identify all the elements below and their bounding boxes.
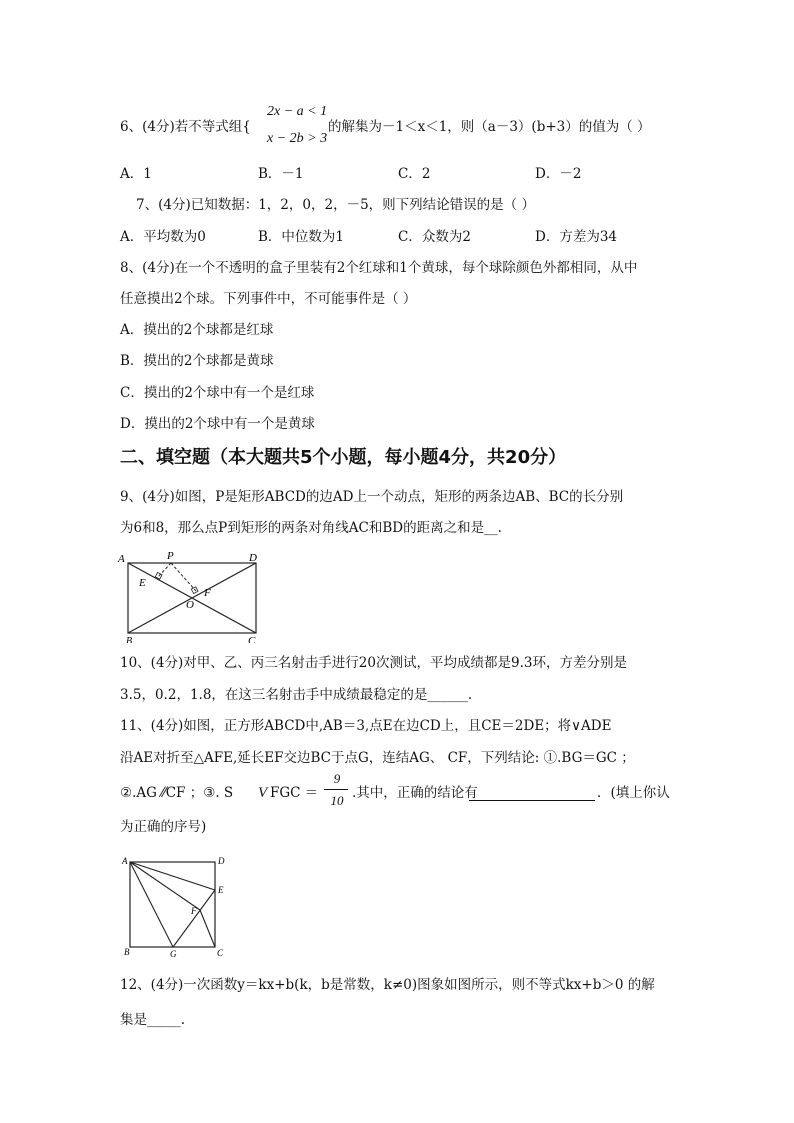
q9-label-e: E (139, 577, 146, 589)
q11-label-c: C (217, 948, 224, 958)
q8-option-a: A．摸出的2个球都是红球 (120, 322, 274, 338)
q11-stem-line3-b: FGC ＝ (270, 785, 319, 801)
q11-label-d: D (218, 856, 225, 866)
q11-label-g: G (170, 949, 177, 959)
q8-option-c: C．摸出的2个球中有一个是红球 (120, 385, 315, 401)
q6-option-b: B．－1 (258, 166, 304, 182)
q6-option-a: A．1 (120, 166, 152, 182)
q9-label-o: O (186, 599, 194, 611)
q11-label-a: A (122, 856, 128, 866)
q8-option-d: D．摸出的2个球中有一个是黄球 (120, 416, 315, 432)
q8-stem-line1: 8、(4分)在一个不透明的盒子里装有2个红球和1个黄球，每个球除颜色外都相同，从中 (120, 260, 638, 276)
q9-rectangle-figure (116, 548, 276, 643)
q11-fraction-numerator: 9 (333, 771, 341, 786)
q10-stem-line2: 3.5，0.2，1.8，在这三名射击手中成绩最稳定的是______. (120, 687, 473, 703)
q11-area-symbol: V (258, 785, 268, 801)
q11-fraction-denominator: 10 (330, 793, 344, 808)
q11-stem-line3-d: ．(填上你认 (597, 785, 670, 801)
q8-option-b: B．摸出的2个球都是黄球 (120, 353, 274, 369)
q9-label-p: P (167, 550, 174, 562)
q6-system-top: 2x − a < 1 (267, 104, 328, 119)
q7-option-b: B．中位数为1 (258, 229, 345, 245)
q9-label-c: C (248, 635, 256, 643)
q11-fraction-bar (324, 789, 348, 790)
q9-label-d: D (249, 552, 257, 564)
q11-stem-line2: 沿AE对折至△AFE,延长EF交边BC于点G，连结AG、 CF，下列结论: ①.BG＝GC ； (120, 750, 635, 766)
q9-label-f: F (204, 587, 211, 599)
q11-stem-line3-c: .其中，正确的结论有 (352, 785, 478, 801)
q7-stem: 7、(4分)已知数据：1，2，0，2，－5，则下列结论错误的是（ ） (136, 197, 535, 213)
q11-label-b: B (124, 947, 130, 957)
q6-option-c: C．2 (398, 166, 431, 182)
q11-label-e: E (218, 885, 224, 895)
q6-system-bottom: x − 2b > 3 (267, 131, 328, 146)
q11-square-figure (118, 852, 233, 962)
q6-option-d: D．－2 (535, 166, 582, 182)
q11-answer-blank (469, 786, 595, 801)
q11-stem-line3-a: ②.AG ⁄⁄CF ；③. S (120, 785, 234, 801)
q8-stem-line2: 任意摸出2个球。下列事件中，不可能事件是（ ） (120, 291, 417, 307)
section-heading-fill-in: 二、填空题（本大题共5个小题，每小题4分，共20分） (120, 447, 567, 468)
q7-option-a: A．平均数为0 (120, 229, 206, 245)
q12-stem-line2: 集是_____. (120, 1012, 186, 1028)
q9-stem-line1: 9、(4分)如图，P是矩形ABCD的边AD上一个动点，矩形的两条边AB、BC的长分别 (120, 489, 624, 505)
q10-stem-line1: 10、(4分)对甲、乙、丙三名射击手进行20次测试，平均成绩都是9.3环，方差分别是 (120, 655, 627, 671)
q7-option-c: C．众数为2 (398, 229, 471, 245)
q6-stem-tail: 的解集为－1＜x＜1，则（a－3）(b+3）的值为（ ） (328, 119, 651, 135)
q9-label-b: B (126, 636, 133, 643)
q11-label-f: F (191, 906, 197, 916)
q6-stem-head: 6、(4分)若不等式组{ (120, 119, 251, 135)
q9-label-a: A (118, 553, 125, 565)
q11-stem-line4: 为正确的序号) (120, 819, 207, 835)
q7-option-d: D．方差为34 (535, 229, 618, 245)
q12-stem-line1: 12、(4分)一次函数y＝kx+b(k，b是常数，k≠0)图象如图所示，则不等式kx+b＞0 的解 (120, 977, 655, 993)
q11-stem-line1: 11、(4分)如图，正方形ABCD中,AB＝3,点E在边CD上，且CE＝2DE；将∨ADE (120, 718, 612, 734)
q9-stem-line2: 为6和8，那么点P到矩形的两条对角线AC和BD的距离之和是__. (120, 520, 502, 536)
